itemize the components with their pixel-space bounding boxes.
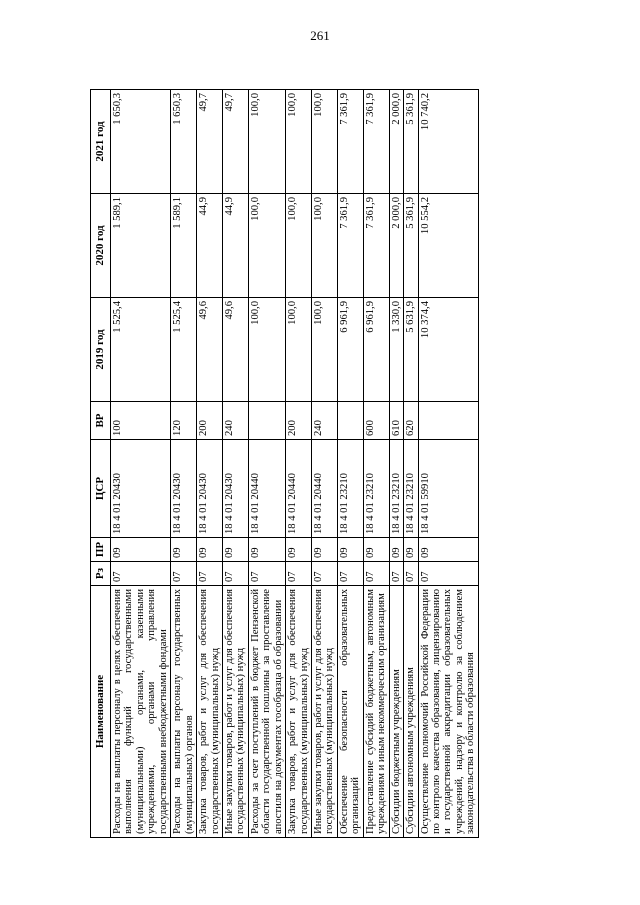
row-rz: 07 <box>248 562 285 586</box>
row-csr: 18 4 01 20430 <box>197 440 223 538</box>
row-2019: 5 631,9 <box>404 298 418 402</box>
table-row <box>312 90 338 838</box>
row-csr: 18 4 01 23210 <box>337 440 363 538</box>
row-2019: 49,6 <box>197 298 223 402</box>
row-2019: 6 961,9 <box>363 298 389 402</box>
row-csr: 18 4 01 59910 <box>418 440 478 538</box>
row-2019: 100,0 <box>248 298 285 402</box>
row-2019: 49,6 <box>222 298 248 402</box>
row-2020: 1 589,1 <box>171 194 197 298</box>
row-rz: 07 <box>197 562 223 586</box>
row-2020: 2 000,0 <box>389 194 403 298</box>
table-row <box>389 90 403 838</box>
header-2021: 2021 год <box>91 90 111 194</box>
row-vr: 620 <box>404 402 418 440</box>
row-2020: 100,0 <box>312 194 338 298</box>
row-rz: 07 <box>363 562 389 586</box>
row-2019: 1 525,4 <box>171 298 197 402</box>
row-2021: 5 361,9 <box>404 90 418 194</box>
row-rz: 07 <box>171 562 197 586</box>
budget-table <box>90 89 479 838</box>
row-name: Расходы за счет поступлений в бюджет Пензенской области государственной пошлины за проставление апостиля на документах гособразца об образовании <box>248 586 285 838</box>
row-vr <box>337 402 363 440</box>
row-2020: 44,9 <box>222 194 248 298</box>
row-vr: 120 <box>171 402 197 440</box>
row-csr: 18 4 01 20440 <box>286 440 312 538</box>
row-rz: 07 <box>286 562 312 586</box>
row-name: Расходы на выплаты персоналу в целях обеспечения выполнения функций государственными (муниципальными) органами, казенными учреждениями, органами управления государственными внебюджетными фондами <box>111 586 171 838</box>
row-2019: 100,0 <box>286 298 312 402</box>
row-vr <box>248 402 285 440</box>
row-csr: 18 4 01 20430 <box>111 440 171 538</box>
header-2019: 2019 год <box>91 298 111 402</box>
row-2020: 5 361,9 <box>404 194 418 298</box>
row-csr: 18 4 01 23210 <box>389 440 403 538</box>
row-pr: 09 <box>337 538 363 562</box>
row-2020: 7 361,9 <box>337 194 363 298</box>
row-2021: 49,7 <box>197 90 223 194</box>
row-2020: 10 554,2 <box>418 194 478 298</box>
row-2021: 100,0 <box>248 90 285 194</box>
row-name: Закупка товаров, работ и услуг для обеспечения государственных (муниципальных) нужд <box>286 586 312 838</box>
row-vr: 200 <box>286 402 312 440</box>
row-name: Обеспечение безопасности образовательных организаций <box>337 586 363 838</box>
header-2020: 2020 год <box>91 194 111 298</box>
row-2020: 44,9 <box>197 194 223 298</box>
row-2020: 100,0 <box>286 194 312 298</box>
row-pr: 09 <box>418 538 478 562</box>
table-row <box>248 90 285 838</box>
row-name: Осуществление полномочий Российской Федерации по контролю качества образования, лицензированию и государственной аккредитации образовательных учреждений, надзору и контролю за соблюдением законодательства в области образования <box>418 586 478 838</box>
row-name: Расходы на выплаты персоналу государственных (муниципальных) органов <box>171 586 197 838</box>
row-2019: 1 330,0 <box>389 298 403 402</box>
row-vr: 610 <box>389 402 403 440</box>
row-pr: 09 <box>171 538 197 562</box>
table-row <box>286 90 312 838</box>
row-2021: 1 650,3 <box>111 90 171 194</box>
row-pr: 09 <box>363 538 389 562</box>
row-2021: 49,7 <box>222 90 248 194</box>
row-2021: 2 000,0 <box>389 90 403 194</box>
row-csr: 18 4 01 20440 <box>248 440 285 538</box>
row-vr: 100 <box>111 402 171 440</box>
table-row <box>418 90 478 838</box>
table-row <box>404 90 418 838</box>
row-name: Иные закупки товаров, работ и услуг для обеспечения государственных (муниципальных) нужд <box>312 586 338 838</box>
row-name: Предоставление субсидий бюджетным, автономным учреждениям и иным некоммерческим организациям <box>363 586 389 838</box>
row-csr: 18 4 01 20440 <box>312 440 338 538</box>
row-csr: 18 4 01 23210 <box>363 440 389 538</box>
header-rz: Рз <box>91 562 111 586</box>
row-pr: 09 <box>312 538 338 562</box>
row-vr: 240 <box>312 402 338 440</box>
table-row <box>197 90 223 838</box>
header-pr: ПР <box>91 538 111 562</box>
row-vr <box>418 402 478 440</box>
row-pr: 09 <box>389 538 403 562</box>
row-vr: 200 <box>197 402 223 440</box>
page-number: 261 <box>310 28 330 43</box>
row-pr: 09 <box>197 538 223 562</box>
row-rz: 07 <box>312 562 338 586</box>
row-2021: 7 361,9 <box>363 90 389 194</box>
table-row <box>111 90 171 838</box>
row-csr: 18 4 01 20430 <box>222 440 248 538</box>
row-pr: 09 <box>286 538 312 562</box>
row-rz: 07 <box>389 562 403 586</box>
row-2019: 6 961,9 <box>337 298 363 402</box>
row-pr: 09 <box>222 538 248 562</box>
row-2021: 7 361,9 <box>337 90 363 194</box>
row-2021: 100,0 <box>286 90 312 194</box>
table-row <box>222 90 248 838</box>
row-csr: 18 4 01 20430 <box>171 440 197 538</box>
row-rz: 07 <box>418 562 478 586</box>
row-name: Закупка товаров, работ и услуг для обеспечения государственных (муниципальных) нужд <box>197 586 223 838</box>
row-name: Субсидии автономным учреждениям <box>404 586 418 838</box>
row-rz: 07 <box>404 562 418 586</box>
row-rz: 07 <box>222 562 248 586</box>
row-name: Субсидии бюджетным учреждениям <box>389 586 403 838</box>
row-2021: 1 650,3 <box>171 90 197 194</box>
header-vr: ВР <box>91 402 111 440</box>
row-vr: 240 <box>222 402 248 440</box>
row-rz: 07 <box>337 562 363 586</box>
row-pr: 09 <box>404 538 418 562</box>
header-csr: ЦСР <box>91 440 111 538</box>
table-row <box>363 90 389 838</box>
row-2019: 1 525,4 <box>111 298 171 402</box>
rotated-table-container <box>90 90 553 838</box>
row-pr: 09 <box>111 538 171 562</box>
row-rz: 07 <box>111 562 171 586</box>
row-vr: 600 <box>363 402 389 440</box>
header-name: Наименование <box>91 586 111 838</box>
table-row <box>171 90 197 838</box>
table-row <box>337 90 363 838</box>
row-2020: 1 589,1 <box>111 194 171 298</box>
row-2021: 100,0 <box>312 90 338 194</box>
row-2019: 10 374,4 <box>418 298 478 402</box>
row-2021: 10 740,2 <box>418 90 478 194</box>
row-csr: 18 4 01 23210 <box>404 440 418 538</box>
row-name: Иные закупки товаров, работ и услуг для обеспечения государственных (муниципальных) нужд <box>222 586 248 838</box>
rotated-table-frame <box>90 90 553 838</box>
row-2019: 100,0 <box>312 298 338 402</box>
row-pr: 09 <box>248 538 285 562</box>
table-header-row <box>91 90 111 838</box>
row-2020: 100,0 <box>248 194 285 298</box>
row-2020: 7 361,9 <box>363 194 389 298</box>
